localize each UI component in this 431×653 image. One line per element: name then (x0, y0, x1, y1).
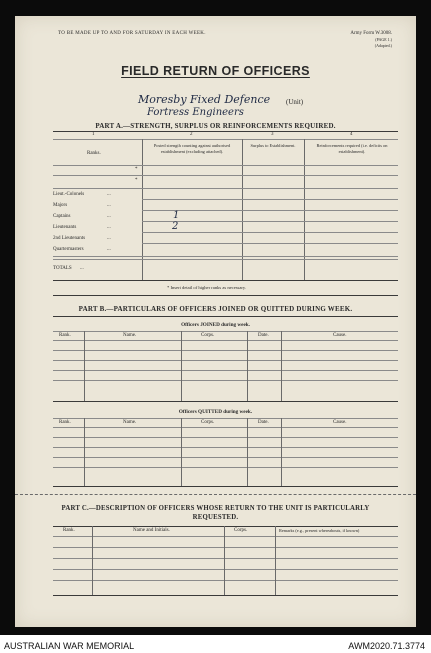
fold-perforation (15, 494, 416, 495)
quitted-row-rule (53, 457, 398, 458)
posted-captains-value: 1 (173, 210, 180, 221)
part-c-col-rank: Rank. (63, 528, 75, 533)
totals-label: TOTALS (53, 266, 72, 271)
quitted-header-top-rule (53, 418, 398, 419)
part-a-row-rule (53, 256, 398, 257)
footer-accession-number: AWM2020.71.3774 (348, 641, 425, 651)
joined-subtitle: Officers JOINED during week. (181, 322, 250, 328)
part-a-row-rule (53, 188, 398, 189)
unit-handwritten-line1: Moresby Fixed Defence (138, 93, 271, 106)
quitted-subtitle: Officers QUITTED during week. (178, 409, 253, 415)
part-a-row-rule (53, 175, 398, 176)
rank-lieut-colonels: Lieut.-Colonels (53, 192, 85, 197)
rank-dots: ... (107, 247, 111, 252)
quitted-bottom-rule (53, 486, 398, 487)
part-a-numbers-rule (53, 139, 398, 140)
quitted-row-rule (53, 437, 398, 438)
rank-captains: Captains (53, 214, 71, 219)
part-a-bottom-rule (53, 280, 398, 281)
part-b-title: PART B.—PARTICULARS OF OFFICERS JOINED OR QUITTED DURING WEEK. (78, 305, 353, 313)
part-c-top-rule (53, 526, 398, 527)
rank-dots: ... (107, 203, 111, 208)
col-number-2: 2 (190, 132, 193, 137)
part-a-header-rule (53, 165, 398, 166)
joined-row-rule (53, 350, 398, 351)
rank-quartermasters: Quartermasters (53, 247, 84, 252)
page-title: FIELD RETURN OF OFFICERS (121, 64, 310, 78)
joined-divider (84, 331, 85, 401)
joined-header-top-rule (53, 331, 398, 332)
joined-row-rule (53, 370, 398, 371)
form-adapted-text: (Adapted.) (374, 43, 392, 48)
form-instruction: TO BE MADE UP TO AND FOR SATURDAY IN EACH WEEK. (58, 31, 206, 36)
joined-col-cause: Cause. (333, 333, 347, 338)
quitted-row-rule (53, 447, 398, 448)
part-a-title: PART A.—STRENGTH, SURPLUS OR REINFORCEMENTS REQUIRED. (95, 122, 336, 130)
part-a-row-rule (142, 232, 398, 233)
part-a-row-rule (142, 210, 398, 211)
quitted-divider (281, 418, 282, 486)
part-a-top-rule (53, 131, 398, 132)
joined-col-rank: Rank. (59, 333, 71, 338)
part-c-row-rule (53, 547, 398, 548)
col-header-ranks: Ranks. (87, 151, 101, 156)
part-a-row-rule (53, 259, 398, 260)
quitted-col-date: Date. (258, 420, 269, 425)
part-a-footnote: * Insert detail of higher ranks as necessary. (167, 285, 247, 290)
part-c-divider (224, 526, 225, 595)
form-number (350, 31, 392, 49)
joined-col-name: Name. (123, 333, 137, 338)
col-number-1: 1 (92, 132, 95, 137)
part-c-bottom-rule (53, 595, 398, 596)
part-b-top-rule (53, 316, 398, 317)
col-number-3: 3 (271, 132, 274, 137)
joined-divider (281, 331, 282, 401)
quitted-divider (181, 418, 182, 486)
part-c-header-rule (53, 536, 398, 537)
part-a-row-rule (142, 243, 398, 244)
quitted-header-rule (53, 427, 398, 428)
quitted-col-rank: Rank. (59, 420, 71, 425)
rank-dots: ... (107, 214, 111, 219)
joined-col-corps: Corps. (201, 333, 215, 338)
part-a-row-rule (142, 221, 398, 222)
rank-2nd-lieutenants: 2nd Lieutenants (53, 236, 86, 241)
unit-label: (Unit) (286, 98, 304, 106)
joined-bottom-rule (53, 401, 398, 402)
col-number-4: 4 (350, 132, 353, 137)
form-page-text: (PAGE 1.) (375, 37, 392, 42)
quitted-row-rule (53, 467, 398, 468)
star-mark-1: * (135, 167, 138, 172)
part-c-title-line2: REQUESTED. (192, 514, 239, 521)
quitted-col-corps: Corps. (201, 420, 215, 425)
posted-lieutenants-value: 2 (172, 221, 179, 232)
col-header-posted: Posted strength counting against authorised establishment (excluding attached). (153, 143, 231, 154)
rank-dots: ... (107, 225, 111, 230)
part-c-row-rule (53, 580, 398, 581)
totals-dots: ... (80, 266, 84, 271)
part-c-row-rule (53, 558, 398, 559)
joined-row-rule (53, 360, 398, 361)
part-c-divider (92, 526, 93, 595)
footer-institution: AUSTRALIAN WAR MEMORIAL (4, 641, 135, 651)
part-c-row-rule (53, 569, 398, 570)
form-number-text: Army Form W.3008. (350, 31, 392, 36)
quitted-col-name: Name. (123, 420, 137, 425)
part-c-col-name: Name and Initials. (133, 528, 170, 533)
part-c-col-corps: Corps. (234, 528, 248, 533)
part-a-row-rule (142, 199, 398, 200)
rank-dots: ... (107, 236, 111, 241)
joined-divider (181, 331, 182, 401)
rank-dots: ... (107, 192, 111, 197)
col-header-surplus: Surplus to Establishment. (250, 143, 296, 148)
part-c-divider (275, 526, 276, 595)
rank-majors: Majors (53, 203, 68, 208)
part-a-close-rule (53, 295, 398, 296)
star-mark-2: * (135, 178, 138, 183)
joined-header-rule (53, 340, 398, 341)
unit-handwritten-line2: Fortress Engineers (147, 107, 244, 118)
joined-divider (247, 331, 248, 401)
part-c-title-line1: PART C.—DESCRIPTION OF OFFICERS WHOSE RETURN TO THE UNIT IS PARTICULARLY (61, 505, 370, 512)
joined-col-date: Date. (258, 333, 269, 338)
rank-lieutenants: Lieutenants (53, 225, 77, 230)
form-page (15, 16, 416, 627)
joined-row-rule (53, 380, 398, 381)
quitted-divider (84, 418, 85, 486)
part-c-col-remarks: Remarks (e.g., present whereabouts, if known) (279, 528, 360, 533)
col-header-reinforcements: Reinforcements required (i.e. deficits on establishment). (316, 143, 388, 154)
quitted-col-cause: Cause. (333, 420, 347, 425)
quitted-divider (247, 418, 248, 486)
